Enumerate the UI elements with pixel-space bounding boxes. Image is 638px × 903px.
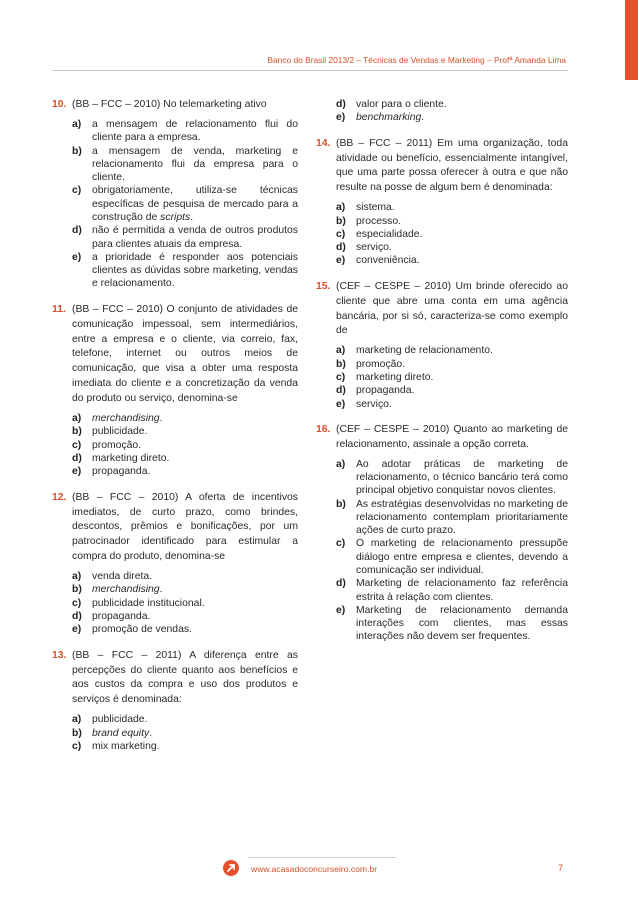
option-b: b) As estratégias desenvolvidas no marketing de relacionamento contemplam prioritariamente ações de curto prazo. <box>336 498 568 537</box>
question-text: (CEF – CESPE – 2010) Um brinde oferecido ao cliente que abre uma conta em uma agência bancária, por si só, caracteriza-se como exemplo de <box>336 280 568 337</box>
option-a: a) merchandising. <box>72 413 163 425</box>
question-11 <box>52 303 298 479</box>
option-d: d) serviço. <box>336 242 392 254</box>
option-a: a) venda direta. <box>72 571 153 583</box>
left-column <box>52 98 298 765</box>
option-c: c) marketing direto. <box>336 371 434 383</box>
question-15 <box>316 280 568 411</box>
option-d: d) Marketing de relacionamento faz referência estrita à relação com clientes. <box>336 578 568 603</box>
option-b: b) processo. <box>336 215 402 227</box>
option-a: a) a mensagem de relacionamento flui do cliente para a empresa. <box>72 118 298 144</box>
option-b: b) a mensagem de venda, marketing e relacionamento flui da empresa para o cliente. <box>72 145 298 184</box>
question-16 <box>316 423 568 644</box>
question-13-continued <box>316 98 568 125</box>
option-b: b) publicidade. <box>72 426 148 438</box>
footer-divider <box>248 857 396 858</box>
option-d: d) não é permitida a venda de outros produtos para clientes atuais da empresa. <box>72 225 298 250</box>
option-e: e) a prioridade é responder aos potenciais clientes as dúvidas sobre marketing, vendas e relacionamento. <box>72 251 298 290</box>
page-number: 7 <box>558 863 564 873</box>
option-e: e) promoção de vendas. <box>72 624 192 636</box>
option-b: b) brand equity. <box>72 727 153 739</box>
question-text: (CEF – CESPE – 2010) Quanto ao marketing de relacionamento, assinale a opção correta. <box>336 423 568 450</box>
question-text: (BB – FCC – 2011) Em uma organização, toda atividade ou benefício, essencialmente intangível, que uma parte possa oferecer à outra e que não resulte na posse de algum bem é denominada: <box>336 137 568 194</box>
option-a: a) Ao adotar práticas de marketing de relacionamento, o técnico bancário terá como principal objetivo conquistar novos clientes. <box>336 458 568 497</box>
option-b: b) merchandising. <box>72 584 163 596</box>
option-e: e) benchmarking. <box>336 112 425 124</box>
option-c: c) promoção. <box>72 439 142 451</box>
option-c: c) obrigatoriamente, utiliza-se técnicas específicas de pesquisa de mercado para a construção de scripts. <box>72 185 298 223</box>
option-e: e) serviço. <box>336 398 392 410</box>
option-d: d) propaganda. <box>72 611 151 623</box>
question-text: (BB – FCC – 2010) O conjunto de atividades de comunicação impessoal, sem intermediários, entre a empresa e o cliente, via correio, fax, telefone, internet ou outros meios de comunicação, que visa a obter uma resposta imediata do cliente e a concretização da venda do produto ou serviço, denomina-se <box>72 303 298 405</box>
question-14 <box>316 137 568 268</box>
option-b: b) promoção. <box>336 358 406 370</box>
option-e: e) Marketing de relacionamento demanda interações com clientes, mas essas interações não devem ser frequentes. <box>336 604 568 643</box>
question-number: 16. <box>316 423 331 435</box>
option-a: a) sistema. <box>336 202 395 214</box>
question-number: 15. <box>316 280 331 292</box>
accent-side-bar <box>625 0 638 80</box>
option-d: d) marketing direto. <box>72 453 170 464</box>
option-e: e) conveniência. <box>336 255 420 267</box>
option-d: d) valor para o cliente. <box>336 99 447 110</box>
option-a: a) marketing de relacionamento. <box>336 345 493 357</box>
question-number: 13. <box>52 649 67 661</box>
option-e: e) propaganda. <box>72 466 151 478</box>
question-number: 10. <box>52 99 67 110</box>
question-number: 12. <box>52 491 67 503</box>
option-d: d) propaganda. <box>336 385 415 397</box>
question-number: 11. <box>52 303 66 315</box>
option-c: c) mix marketing. <box>72 740 160 752</box>
option-c: c) especialidade. <box>336 228 423 240</box>
question-number: 14. <box>316 137 331 149</box>
footer-website-link[interactable]: www.acasadoconcurseiro.com.br <box>251 864 378 874</box>
right-column <box>316 98 568 656</box>
page-header: Banco do Brasil 2013/2 – Técnicas de Vendas e Marketing – Profª Amanda Lima <box>267 55 566 65</box>
question-text: (BB – FCC – 2011) A diferença entre as percepções do cliente quanto aos benefícios e aos custos da compra e uso dos produtos e serviços é denominada: <box>72 649 298 706</box>
question-12 <box>52 491 298 637</box>
option-c: c) O marketing de relacionamento pressupõe diálogo entre empresa e clientes, devendo a comunicação ser individual. <box>336 538 568 576</box>
question-text: (BB – FCC – 2010) No telemarketing ativo <box>72 99 267 110</box>
header-divider <box>52 70 568 71</box>
question-text: (BB – FCC – 2010) A oferta de incentivos imediatos, de curto prazo, como brindes, descontos, prêmios e bonificações, por um patrocinador identificado para estimular a compra do produto, denomina-se <box>72 491 298 563</box>
option-a: a) publicidade. <box>72 714 148 726</box>
option-c: c) publicidade institucional. <box>72 597 205 609</box>
house-arrow-icon <box>223 860 239 876</box>
question-13 <box>52 649 298 754</box>
question-10 <box>52 98 298 291</box>
